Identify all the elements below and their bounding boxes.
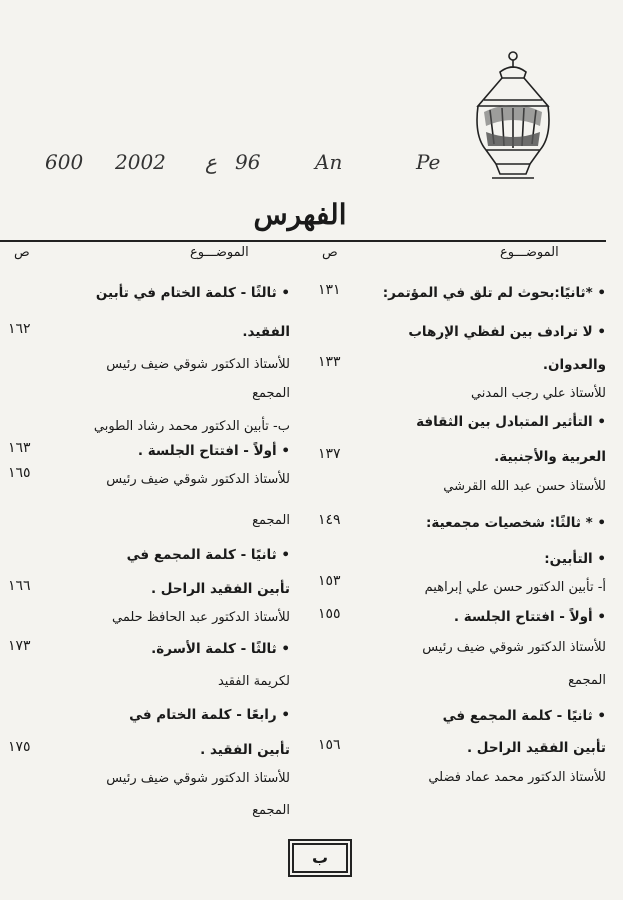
- left-column-entry-text: • ثالثًا - كلمة الأسرة.: [151, 641, 290, 657]
- left-column-entry-page-number: ١٧٥: [8, 739, 31, 755]
- left-column-entry-page-number: ١٧٣: [8, 638, 31, 654]
- right-column-entry-page-number: ١٥٦: [318, 737, 341, 753]
- right-column-entry-page-number: ١٥٥: [318, 606, 341, 622]
- left-column-entry-text: • أولاً - افتتاح الجلسة .: [137, 443, 290, 459]
- right-page-header: ص: [322, 245, 338, 260]
- right-column-entry-text: العربية والأجنبية.: [494, 449, 606, 465]
- right-column-entry-page-number: ١٣٧: [318, 446, 341, 462]
- left-page-header: ص: [14, 245, 30, 260]
- left-column-entry-text: ب- تأبين الدكتور محمد رشاد الطوبي: [93, 419, 290, 434]
- handwritten-note: ع: [205, 150, 217, 174]
- left-column-entry-text: المجمع: [252, 803, 290, 818]
- left-column-entry-page-number: ١٦٣: [8, 440, 31, 456]
- handwritten-note: Pe: [416, 150, 441, 174]
- left-topic-header: الموضـــوع: [190, 245, 249, 260]
- page-number-box: ب: [292, 843, 348, 873]
- left-column-entry-text: تأبين الفقيد الراحل .: [150, 581, 290, 597]
- left-column-entry-text: للأستاذ الدكتور شوقي ضيف رئيس: [106, 771, 290, 786]
- left-column-entry-text: للأستاذ الدكتور شوقي ضيف رئيس: [106, 357, 290, 372]
- right-column-entry-text: تأبين الفقيد الراحل .: [466, 740, 606, 756]
- right-column-entry-text: للأستاذ حسن عبد الله القرشي: [443, 479, 606, 494]
- left-column-entry-text: للأستاذ الدكتور عبد الحافظ حلمي: [112, 610, 290, 625]
- right-column-entry-text: والعدوان.: [542, 357, 606, 373]
- left-column-entry-text: الفقيد.: [242, 324, 290, 340]
- left-column-entry-text: للأستاذ الدكتور شوقي ضيف رئيس: [106, 472, 290, 487]
- right-column-entry-page-number: ١٣٣: [318, 354, 341, 370]
- left-column-entry-text: المجمع: [252, 386, 290, 401]
- left-column-entry-text: • رابعًا - كلمة الختام في: [129, 707, 290, 723]
- right-column-entry-page-number: ١٥٣: [318, 573, 341, 589]
- right-column-entry-text: • لا ترادف بين لفظي الإرهاب: [408, 324, 606, 340]
- left-column-entry-text: • ثالثًا - كلمة الختام في تأبين: [95, 285, 290, 301]
- right-column-entry-text: • ثانيًا - كلمة المجمع في: [442, 708, 606, 724]
- right-column-entry-text: المجمع: [568, 673, 606, 688]
- right-column-entry-text: • *ثانيًا:بحوث لم تلق في المؤتمر:: [382, 285, 606, 301]
- handwritten-note: 96: [235, 150, 261, 174]
- left-column-entry-page-number: ١٦٦: [8, 578, 31, 594]
- left-column-entry-text: • ثانيًا - كلمة المجمع في: [126, 547, 290, 563]
- right-column-entry-text: للأستاذ الدكتور شوقي ضيف رئيس: [422, 640, 606, 655]
- handwritten-note: 2002: [115, 150, 166, 174]
- right-column-entry-text: • أولاً - افتتاح الجلسة .: [453, 609, 606, 625]
- handwritten-note: 600: [45, 150, 84, 174]
- right-column-entry-text: • التأثير المتبادل بين الثقافة: [416, 414, 606, 430]
- page-title: الفهرس: [253, 198, 347, 231]
- left-column-entry-page-number: ١٦٥: [8, 465, 31, 481]
- left-column-entry-text: لكريمة الفقيد: [217, 674, 290, 689]
- right-column-entry-text: للأستاذ الدكتور محمد عماد فضلي: [428, 770, 606, 785]
- right-column-entry-page-number: ١٣١: [318, 282, 341, 298]
- left-column-entry-page-number: ١٦٢: [8, 321, 31, 337]
- right-column-entry-page-number: ١٤٩: [318, 512, 341, 528]
- left-column-entry-text: المجمع: [252, 513, 290, 528]
- right-column-entry-text: • * ثالثًا: شخصيات مجمعية:: [426, 515, 606, 531]
- left-column-entry-text: تأبين الفقيد .: [200, 742, 290, 758]
- right-column-entry-text: • التأبين:: [544, 551, 606, 567]
- right-column-entry-text: أ- تأبين الدكتور حسن علي إبراهيم: [424, 580, 606, 595]
- right-column-entry-text: للأستاذ علي رجب المدني: [470, 386, 606, 401]
- right-topic-header: الموضـــوع: [500, 245, 559, 260]
- handwritten-note: An: [315, 150, 343, 174]
